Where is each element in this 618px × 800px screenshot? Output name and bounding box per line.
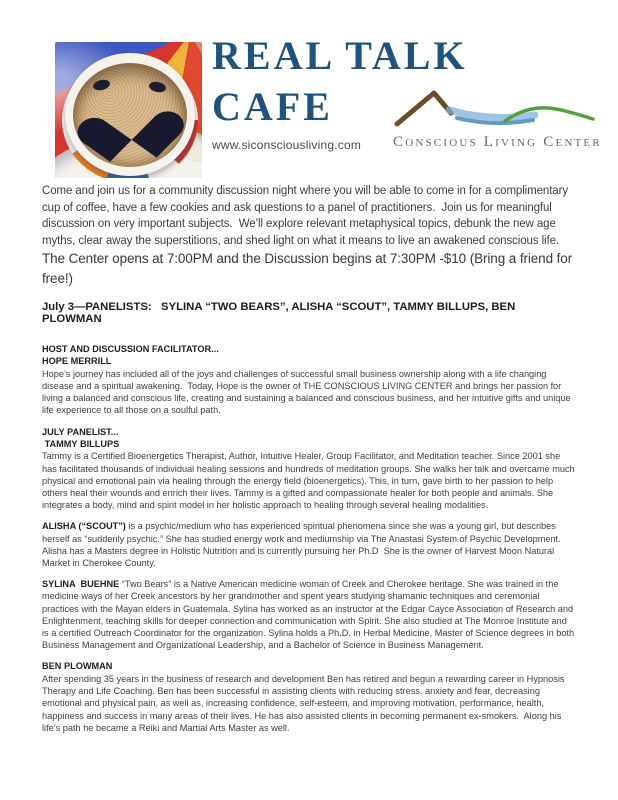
page-title-line-1: REAL TALK	[212, 33, 468, 78]
coffee-cup-photo	[55, 42, 202, 178]
alisha-name: ALISHA (“SCOUT”)	[42, 521, 126, 532]
intro-paragraph	[42, 183, 576, 288]
logo-wordmark: Conscious Living Center	[393, 134, 602, 150]
event-time-highlight: The Center opens at 7:00PM and the Discussion begins at 7:30PM -$10 (Bring a friend for free!)	[42, 251, 576, 286]
host-kicker: HOST AND DISCUSSION FACILITATOR...	[42, 344, 219, 354]
page-title-line-2: CAFE	[212, 84, 333, 129]
alisha-bio	[42, 520, 576, 569]
panelist-kicker: JULY PANELIST...	[42, 426, 119, 437]
section-panelist-sylina	[42, 578, 576, 651]
sylina-name: SYLINA BUEHNE	[42, 579, 120, 590]
website-link[interactable]: www.siconsciousliving.com	[212, 138, 362, 152]
section-panelist-tammy	[42, 426, 576, 512]
bio-sections	[42, 343, 576, 734]
tammy-name: TAMMY BILLUPS	[42, 439, 120, 450]
panelists-announcement: July 3—PANELISTS: SYLINA “TWO BEARS”, ALISHA “SCOUT”, TAMMY BILLUPS, BEN PLOWMAN	[42, 301, 519, 325]
mountain-water-hill-icon	[393, 86, 598, 132]
heart-icon	[95, 93, 165, 149]
newsletter-body	[42, 183, 576, 734]
section-host-facilitator	[42, 343, 576, 417]
sylina-bio	[42, 578, 576, 651]
host-bio: Hope’s journey has included all of the joys and challenges of successful small business ownership along with a life changing disease and a spiritual awakening. Today, Hope is the owner of THE CONSCIOUS LIVING CENTER and brings her passion for living a balanced and conscious life, creating and sustaining a balanced and conscious business, and her intuitive gifts and unique life experience to all those on a soulful path.	[42, 368, 574, 416]
section-panelist-ben	[42, 660, 576, 733]
alisha-bio-text: is a psychic/medium who has experienced spiritual phenomena since she was a young girl, but describes herself as “suddenly psychic.” She has studied energy work and mediumship via The Anastasi System of Psychic Development. Alisha has a Masters degree in Holistic Nutrition and is currently pursuing her Ph.D She is the owner of Harvest Moon Natural Market in Cherokee County.	[42, 521, 563, 569]
foam-dark-spot-left	[92, 78, 111, 92]
coffee-foam	[73, 63, 187, 167]
foam-dark-spot-right	[148, 80, 167, 93]
intro-text: Come and join us for a community discussion night where you will be able to come in for a complimentary cup of coffee, have a few cookies and ask questions to a panel of practitioners. Join us for meaningful discussion on very important subjects. We’ll explore relevant metaphysical topics, debunk the new age myths, clear away the superstitions, and shed light on what it means to live an awakened conscious life.	[42, 185, 572, 247]
ben-bio: After spending 35 years in the business of research and development Ben has retired and begun a rewarding career in Hypnosis Therapy and Life Coaching. Ben has been successful in assisting clients with reducing stress, anxiety and fear, decreasing emotional and physical pain, as well as, increasing confidence, self-esteem, and improving motivation, performance, health, happiness and success in many areas of their lives. He has also assisted clients in becoming permanent ex-smokers. Along his life’s path he became a Reiki and Martial Arts Master as well.	[42, 673, 567, 733]
host-name: HOPE MERRILL	[42, 356, 112, 367]
tammy-bio: Tammy is a Certified Bioenergetics Therapist, Author, Intuitive Healer, Group Facilitator, and Meditation teacher. Since 2001 she has facilitated thousands of individual healing sessions and hundreds of meditation groups. She walks her talk and overcame much physical and emotional pain via healing through the energy field (bioenergetics). This, in turn, gave birth to her passion to help others heal their wounds and enrich their lives. Tammy is a gifted and compassionate healer for both people and animals. She integrates a body, mind and spirit model in her holistic approach to healing through several healing modalities.	[42, 451, 578, 511]
section-panelist-alisha	[42, 520, 576, 569]
ben-name: BEN PLOWMAN	[42, 661, 113, 672]
sylina-bio-text: “Two Bears” is a Native American medicine woman of Creek and Cherokee heritage. She was trained in the medicine ways of her Creek ancestors by her grandmother and spent years studying shamanic techniques and ceremonial practices with the Mayan elders in Guatemala. Sylina has worked as an instructor at the Edgar Cayce Association of Research and Enlightenment, teaching skills for deeper connection and communication with Spirit. She also studied at The Monroe Institute and is a certified Outreach Coordinator for the organization. Sylina holds a Ph.D. in Herbal Medicine, Master of Science degrees in both Business Management and Organizational Leadership, and a Bachelor of Science in Business Management.	[42, 579, 577, 651]
conscious-living-center-logo	[393, 86, 602, 151]
header	[0, 0, 618, 178]
